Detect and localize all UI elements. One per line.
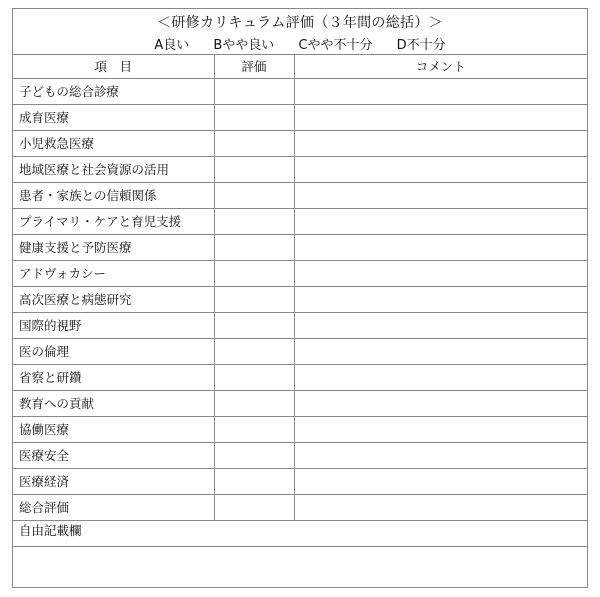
rating-cell[interactable]: [214, 364, 294, 390]
rating-cell[interactable]: [214, 156, 294, 182]
item-label: 教育への貢献: [13, 390, 214, 416]
comment-cell[interactable]: [294, 468, 587, 494]
item-label: 総合評価: [13, 494, 214, 520]
legend-b: Bやや良い: [213, 38, 275, 53]
rating-cell[interactable]: [214, 494, 294, 520]
comment-cell[interactable]: [294, 130, 587, 156]
item-label: 小児救急医療: [13, 130, 214, 156]
comment-cell[interactable]: [294, 364, 587, 390]
table-row: [13, 208, 587, 234]
sheet-header: [13, 9, 587, 55]
free-text-label: 自由記載欄: [13, 520, 587, 546]
item-label: アドヴォカシー: [13, 260, 214, 286]
table-row: [13, 442, 587, 468]
comment-cell[interactable]: [294, 156, 587, 182]
item-label: 協働医療: [13, 416, 214, 442]
table-row: [13, 78, 587, 104]
table-row: [13, 416, 587, 442]
comment-cell[interactable]: [294, 78, 587, 104]
item-label: プライマリ・ケアと育児支援: [13, 208, 214, 234]
item-label: 患者・家族との信頼関係: [13, 182, 214, 208]
item-label: 医の倫理: [13, 338, 214, 364]
rating-cell[interactable]: [214, 234, 294, 260]
table-row: [13, 468, 587, 494]
table-row: [13, 182, 587, 208]
evaluation-sheet: [12, 8, 588, 588]
item-label: 高次医療と病態研究: [13, 286, 214, 312]
table-row: [13, 104, 587, 130]
rating-cell[interactable]: [214, 416, 294, 442]
table-row: [13, 234, 587, 260]
legend-d: D不十分: [396, 38, 446, 53]
legend-c: Cやや不十分: [298, 38, 373, 53]
column-header-item: 項 目: [13, 54, 214, 78]
item-label: 地域医療と社会資源の活用: [13, 156, 214, 182]
table-row: [13, 260, 587, 286]
item-label: 医療経済: [13, 468, 214, 494]
comment-cell[interactable]: [294, 390, 587, 416]
item-label: 健康支援と予防医療: [13, 234, 214, 260]
rating-cell[interactable]: [214, 312, 294, 338]
item-label: 省察と研鑽: [13, 364, 214, 390]
comment-cell[interactable]: [294, 260, 587, 286]
rating-legend: [13, 34, 587, 53]
rating-cell[interactable]: [214, 442, 294, 468]
table-row: [13, 286, 587, 312]
comment-cell[interactable]: [294, 442, 587, 468]
comment-cell[interactable]: [294, 312, 587, 338]
item-label: 国際的視野: [13, 312, 214, 338]
table-row: [13, 130, 587, 156]
rating-cell[interactable]: [214, 208, 294, 234]
table-row: [13, 364, 587, 390]
table-row: [13, 338, 587, 364]
comment-cell[interactable]: [294, 182, 587, 208]
comment-cell[interactable]: [294, 104, 587, 130]
comment-cell[interactable]: [294, 286, 587, 312]
comment-cell[interactable]: [294, 416, 587, 442]
comment-cell[interactable]: [294, 338, 587, 364]
item-label: 成育医療: [13, 104, 214, 130]
rating-cell[interactable]: [214, 260, 294, 286]
legend-a: A良い: [154, 38, 190, 53]
item-label: 医療安全: [13, 442, 214, 468]
table-row: [13, 390, 587, 416]
comment-cell[interactable]: [294, 208, 587, 234]
rating-cell[interactable]: [214, 390, 294, 416]
rating-cell[interactable]: [214, 286, 294, 312]
table-header-row: [13, 54, 587, 78]
table-row: [13, 156, 587, 182]
rating-cell[interactable]: [214, 78, 294, 104]
sheet-title: ＜研修カリキュラム評価（３年間の総括）＞: [157, 15, 443, 31]
rating-cell[interactable]: [214, 338, 294, 364]
rating-cell[interactable]: [214, 130, 294, 156]
rating-cell[interactable]: [214, 104, 294, 130]
comment-cell[interactable]: [294, 494, 587, 520]
comment-cell[interactable]: [294, 234, 587, 260]
rating-cell[interactable]: [214, 468, 294, 494]
item-label: 子どもの総合診療: [13, 78, 214, 104]
evaluation-table: [13, 54, 587, 547]
column-header-rating: 評価: [214, 54, 294, 78]
free-text-row[interactable]: [13, 520, 587, 546]
table-row: [13, 494, 587, 520]
rating-cell[interactable]: [214, 182, 294, 208]
table-row: [13, 312, 587, 338]
column-header-comment: コメント: [294, 54, 587, 78]
